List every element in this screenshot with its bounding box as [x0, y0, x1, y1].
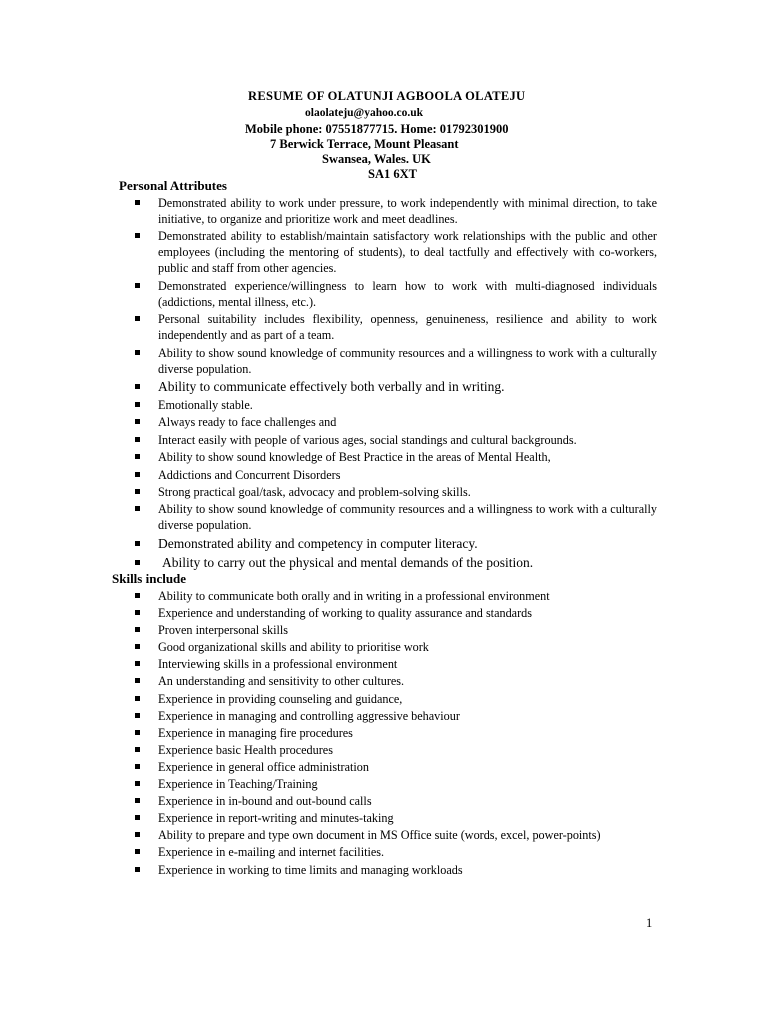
square-bullet-icon — [135, 233, 140, 238]
list-item-text: Demonstrated ability to work under pressure, to work independently with minimal direction, to take initiative, to organize and prioritize work and meet deadlines. — [158, 196, 657, 226]
list-item — [135, 195, 657, 227]
list-item-text: Interviewing skills in a professional environment — [158, 657, 398, 672]
list-item — [135, 378, 657, 395]
square-bullet-icon — [135, 627, 140, 632]
list-item — [135, 588, 657, 604]
square-bullet-icon — [135, 454, 140, 459]
list-item — [135, 776, 657, 792]
list-item-text: Experience in providing counseling and guidance, — [158, 691, 403, 706]
list-item — [135, 467, 657, 483]
square-bullet-icon — [135, 730, 140, 735]
list-item-text: Experience in working to time limits and managing workloads — [158, 862, 463, 877]
square-bullet-icon — [135, 350, 140, 355]
list-item-text: Experience in general office administration — [158, 759, 369, 774]
list-item — [135, 501, 657, 533]
square-bullet-icon — [135, 764, 140, 769]
square-bullet-icon — [135, 384, 140, 389]
list-item — [135, 311, 657, 343]
list-item-text: Ability to show sound knowledge of Best Practice in the areas of Mental Health, — [158, 450, 551, 465]
square-bullet-icon — [135, 283, 140, 288]
list-item — [135, 742, 657, 758]
square-bullet-icon — [135, 200, 140, 205]
square-bullet-icon — [135, 506, 140, 511]
square-bullet-icon — [135, 815, 140, 820]
skills-list — [135, 588, 657, 879]
square-bullet-icon — [135, 593, 140, 598]
list-item-text: Experience in managing and controlling aggressive behaviour — [158, 708, 460, 723]
square-bullet-icon — [135, 541, 140, 546]
list-item — [135, 759, 657, 775]
list-item — [135, 535, 657, 552]
postcode: SA1 6XT — [368, 167, 417, 181]
list-item — [135, 432, 657, 448]
list-item — [135, 639, 657, 655]
square-bullet-icon — [135, 402, 140, 407]
resume-title: RESUME OF OLATUNJI AGBOOLA OLATEJU — [248, 89, 526, 103]
square-bullet-icon — [135, 560, 140, 565]
square-bullet-icon — [135, 781, 140, 786]
square-bullet-icon — [135, 849, 140, 854]
square-bullet-icon — [135, 472, 140, 477]
list-item-text: Always ready to face challenges and — [158, 415, 337, 430]
list-item — [135, 691, 657, 707]
email-address: olaolateju@yahoo.co.uk — [305, 107, 424, 119]
list-item-text: Experience in e-mailing and internet facilities. — [158, 845, 385, 860]
square-bullet-icon — [135, 661, 140, 666]
square-bullet-icon — [135, 437, 140, 442]
list-item-text: Proven interpersonal skills — [158, 623, 288, 638]
square-bullet-icon — [135, 867, 140, 872]
list-item-text: Experience in Teaching/Training — [158, 777, 318, 792]
address-line-2: Swansea, Wales. UK — [322, 152, 431, 166]
list-item — [135, 228, 657, 276]
square-bullet-icon — [135, 696, 140, 701]
list-item — [135, 827, 657, 843]
list-item-text: Ability to carry out the physical and mental demands of the position. — [162, 554, 534, 570]
square-bullet-icon — [135, 798, 140, 803]
list-item — [135, 844, 657, 860]
list-item — [135, 345, 657, 377]
list-item — [135, 397, 657, 413]
list-item-text: Demonstrated ability to establish/maintain satisfactory work relationships with the public and other employees (including the mentoring of students), to deal tactfully and effectively with co-workers, public and staff from other agencies. — [158, 229, 657, 276]
list-item-text: Demonstrated experience/willingness to learn how to work with multi-diagnosed individuals (addictions, mental illness, etc.). — [158, 278, 657, 309]
list-item — [135, 862, 657, 878]
list-item — [135, 605, 657, 621]
square-bullet-icon — [135, 713, 140, 718]
list-item-text: Ability to communicate both orally and in writing in a professional environment — [158, 589, 550, 603]
list-item-text: Emotionally stable. — [158, 397, 253, 412]
list-item-text: Good organizational skills and ability to prioritise work — [158, 640, 429, 655]
square-bullet-icon — [135, 489, 140, 494]
list-item — [135, 708, 657, 724]
list-item-text: Demonstrated ability and competency in computer literacy. — [158, 535, 478, 551]
square-bullet-icon — [135, 832, 140, 837]
list-item — [135, 622, 657, 638]
list-item-text: An understanding and sensitivity to other cultures. — [158, 674, 405, 689]
phone-numbers: Mobile phone: 07551877715. Home: 01792301900 — [245, 122, 509, 136]
list-item-text: Strong practical goal/task, advocacy and problem-solving skills. — [158, 484, 471, 499]
list-item-text: Experience and understanding of working to quality assurance and standards — [158, 606, 532, 621]
list-item — [135, 484, 657, 500]
list-item-text: Interact easily with people of various ages, social standings and cultural backgrounds. — [158, 432, 577, 447]
list-item-text: Experience in in-bound and out-bound calls — [158, 794, 372, 809]
square-bullet-icon — [135, 644, 140, 649]
square-bullet-icon — [135, 610, 140, 615]
list-item-text: Ability to show sound knowledge of community resources and a willingness to work with a culturally diverse population. — [158, 345, 657, 376]
list-item-text: Experience basic Health procedures — [158, 742, 333, 757]
list-item — [135, 449, 657, 465]
list-item — [135, 278, 657, 310]
list-item — [135, 554, 657, 571]
list-item-text: Ability to prepare and type own document in MS Office suite (words, excel, power-points) — [158, 828, 601, 843]
list-item — [135, 656, 657, 672]
list-item-text: Addictions and Concurrent Disorders — [158, 467, 341, 482]
square-bullet-icon — [135, 678, 140, 683]
list-item — [135, 725, 657, 741]
square-bullet-icon — [135, 747, 140, 752]
personal-attributes-list — [135, 195, 657, 573]
square-bullet-icon — [135, 419, 140, 424]
page-number: 1 — [646, 916, 653, 930]
address-line-1: 7 Berwick Terrace, Mount Pleasant — [270, 137, 459, 151]
list-item — [135, 414, 657, 430]
list-item-text: Ability to communicate effectively both verbally and in writing. — [158, 378, 505, 394]
list-item-text: Ability to show sound knowledge of community resources and a willingness to work with a culturally diverse population. — [158, 502, 657, 533]
list-item — [135, 810, 657, 826]
list-item-text: Personal suitability includes flexibility, openness, genuineness, resilience and ability to work independently and as part of a team. — [158, 312, 657, 343]
personal-attributes-heading: Personal Attributes — [119, 178, 227, 193]
list-item — [135, 793, 657, 809]
square-bullet-icon — [135, 316, 140, 321]
list-item-text: Experience in report-writing and minutes-taking — [158, 811, 394, 826]
list-item-text: Experience in managing fire procedures — [158, 725, 353, 740]
list-item — [135, 673, 657, 689]
skills-heading: Skills include — [112, 571, 187, 586]
